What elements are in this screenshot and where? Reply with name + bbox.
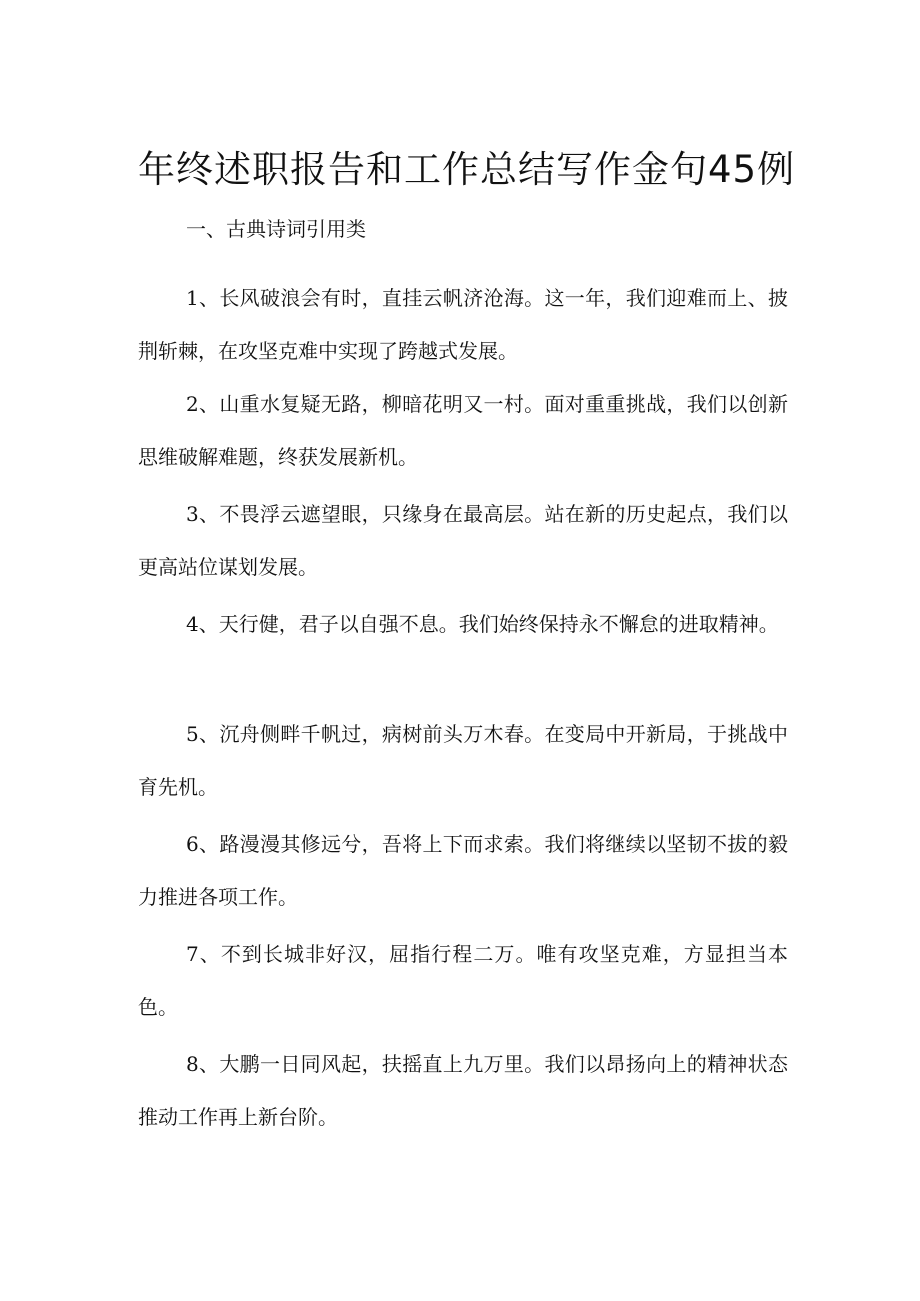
quote-item-3: 3、不畏浮云遮望眼，只缘身在最高层。站在新的历史起点，我们以更高站位谋划发展。 [138,502,788,579]
quote-item-2: 2、山重水复疑无路，柳暗花明又一村。面对重重挑战，我们以创新思维破解难题，终获发展新机。 [138,392,788,469]
quote-item-5: 5、沉舟侧畔千帆过，病树前头万木春。在变局中开新局，于挑战中育先机。 [138,722,788,799]
quote-item-7: 7、不到长城非好汉，屈指行程二万。唯有攻坚克难，方显担当本色。 [138,942,788,1019]
quote-item-6: 6、路漫漫其修远兮，吾将上下而求索。我们将继续以坚韧不拔的毅力推进各项工作。 [138,832,788,909]
quote-item-8: 8、大鹏一日同风起，扶摇直上九万里。我们以昂扬向上的精神状态推动工作再上新台阶。 [138,1052,788,1129]
section-heading: 一、古典诗词引用类 [186,217,366,241]
document-title: 年终述职报告和工作总结写作金句45例 [138,148,796,191]
quote-item-4: 4、天行健，君子以自强不息。我们始终保持永不懈怠的进取精神。 [186,612,779,636]
quote-item-1: 1、长风破浪会有时，直挂云帆济沧海。这一年，我们迎难而上、披荆斩棘，在攻坚克难中实现了跨越式发展。 [138,286,788,363]
